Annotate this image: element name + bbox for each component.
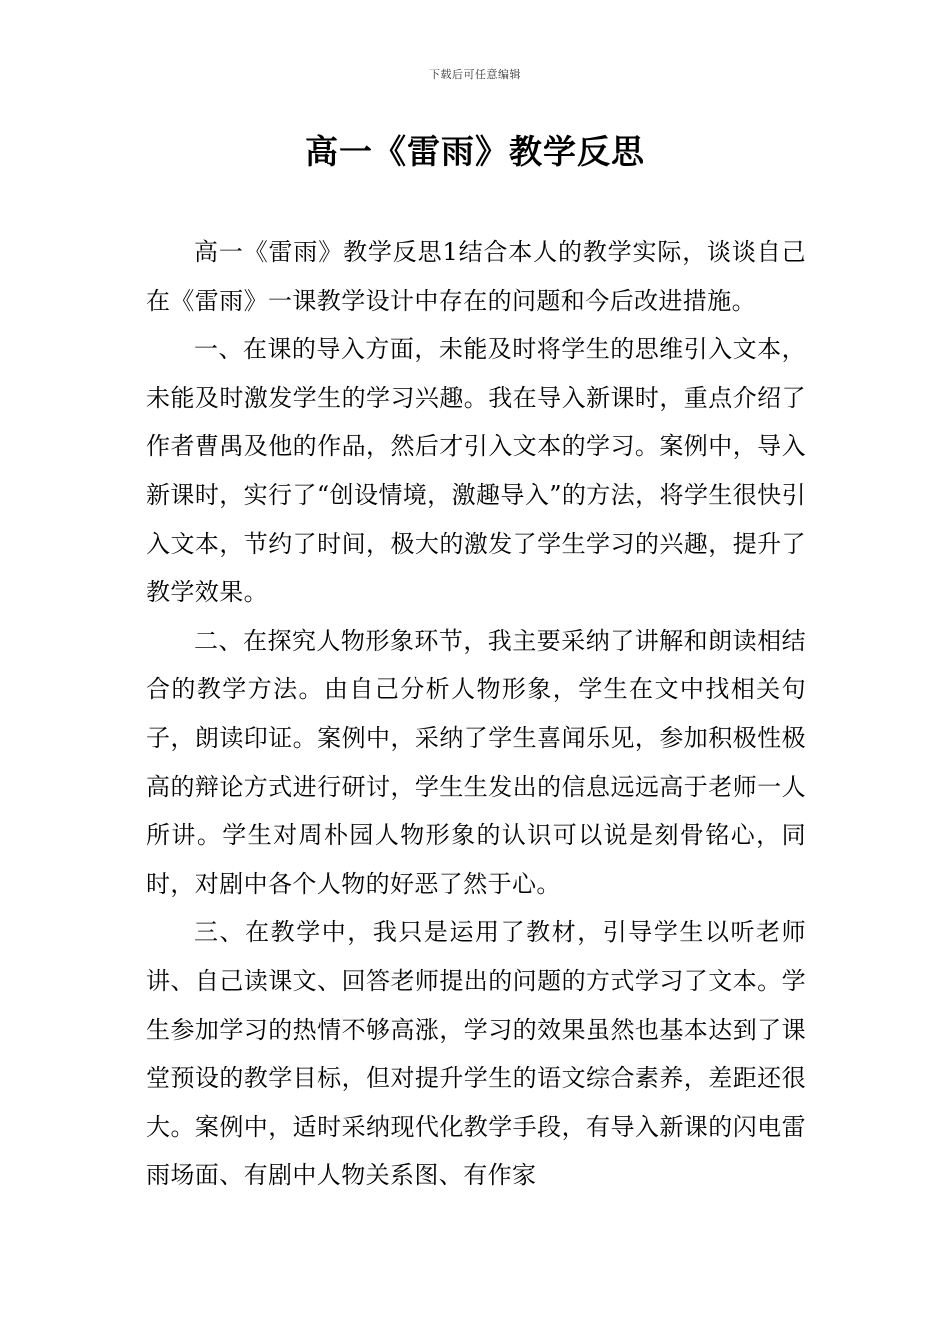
document-body [146,228,806,1200]
paragraph-point-two: 二、在探究人物形象环节，我主要采纳了讲解和朗读相结合的教学方法。由自己分析人物形象，学生在文中找相关句子，朗读印证。案例中，采纳了学生喜闻乐见，参加积极性极高的辩论方式进行研讨，学生生发出的信息远远高于老师一人所讲。学生对周朴园人物形象的认识可以说是刻骨铭心，同时，对剧中各个人物的好恶了然于心。 [146,626,806,898]
paragraph-point-three: 三、在教学中，我只是运用了教材，引导学生以听老师讲、自己读课文、回答老师提出的问题的方式学习了文本。学生参加学习的热情不够高涨，学习的效果虽然也基本达到了课堂预设的教学目标，但对提升学生的语文综合素养，差距还很大。案例中，适时采纳现代化教学手段，有导入新课的闪电雷雨场面、有剧中人物关系图、有作家 [146,918,806,1190]
paragraph-intro: 高一《雷雨》教学反思1结合本人的教学实际，谈谈自己在《雷雨》一课教学设计中存在的问题和今后改进措施。 [146,238,806,315]
header-note: 下载后可任意编辑 [429,68,521,81]
document-title: 高一《雷雨》教学反思 [305,132,645,171]
paragraph-point-one: 一、在课的导入方面，未能及时将学生的思维引入文本，未能及时激发学生的学习兴趣。我在导入新课时，重点介绍了作者曹禺及他的作品，然后才引入文本的学习。案例中，导入新课时，实行了“创设情境，激趣导入”的方法，将学生很快引入文本，节约了时间，极大的激发了学生学习的兴趣，提升了教学效果。 [146,335,806,607]
